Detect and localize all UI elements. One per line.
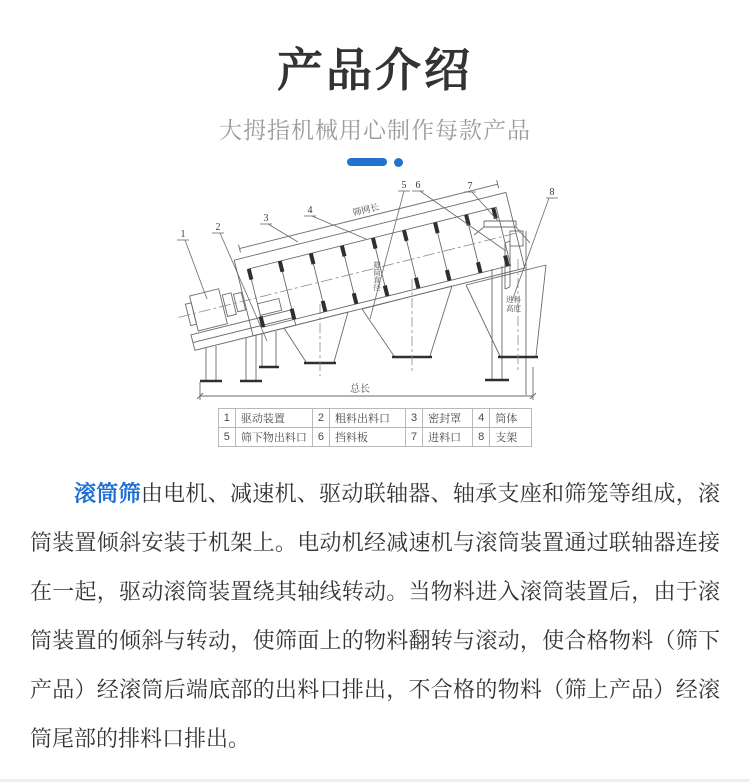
- part-num: 7: [406, 427, 423, 446]
- divider-dot-icon: [394, 158, 403, 167]
- drum-diameter-label: 筛筒直径: [372, 260, 382, 291]
- product-name-highlight: 滚筒筛: [74, 480, 141, 506]
- callout-1: 1: [180, 228, 186, 240]
- drum-axis-line: [178, 232, 520, 317]
- part-num: 1: [218, 408, 235, 427]
- part-num: 5: [218, 427, 235, 446]
- part-name: 筒体: [490, 408, 532, 427]
- page-title: 产品介绍: [277, 44, 473, 96]
- part-name: 进料口: [423, 427, 473, 446]
- screen-length-label: 筛网长: [351, 201, 381, 218]
- part-name: 密封罩: [423, 408, 473, 427]
- part-num: 4: [473, 408, 490, 427]
- part-name: 粗料出料口: [330, 408, 406, 427]
- part-name: 驱动装置: [235, 408, 312, 427]
- page-subtitle: 大拇指机械用心制作每款产品: [219, 116, 531, 143]
- title-divider: [0, 158, 750, 167]
- total-length-label: 总长: [350, 383, 370, 395]
- part-num: 8: [473, 427, 490, 446]
- callout-5: 5: [401, 179, 407, 191]
- callout-8: 8: [549, 186, 555, 198]
- product-description: [30, 469, 720, 763]
- callout-2: 2: [215, 221, 221, 233]
- drum-assembly: [163, 171, 529, 352]
- trommel-screen-diagram: [0, 171, 750, 406]
- part-name: 筛下物出料口: [235, 427, 312, 446]
- callout-6: 6: [415, 179, 421, 191]
- part-num: 2: [312, 408, 329, 427]
- page-header: [0, 0, 750, 167]
- feed-height-label-line1: 进料: [506, 294, 521, 304]
- parts-table-row: [218, 408, 532, 427]
- part-num: 3: [406, 408, 423, 427]
- part-num: 6: [312, 427, 329, 446]
- parts-table-row: [218, 427, 532, 446]
- parts-table: [218, 408, 533, 447]
- callout-7: 7: [467, 180, 473, 192]
- callout-3: 3: [263, 212, 269, 224]
- diagram-feet-outlets: [200, 357, 538, 381]
- diagram-structure: [197, 221, 546, 400]
- feed-height-label-line2: 高度: [506, 303, 521, 313]
- description-text: 由电机、减速机、驱动联轴器、轴承支座和筛笼等组成，滚筒装置倾斜安装于机架上。电动机经减速机与滚筒装置通过联轴器连接在一起，驱动滚筒装置绕其轴线转动。当物料进入滚筒装置后，由于滚筒装置的倾斜与转动，使筛面上的物料翻转与滚动，使合格物料（筛下产品）经滚筒后端底部的出料口排出，不合格的物料（筛上产品）经滚筒尾部的排料口排出。: [30, 480, 720, 751]
- callout-4: 4: [307, 204, 313, 216]
- part-name: 挡料板: [330, 427, 406, 446]
- part-name: 支架: [490, 427, 532, 446]
- divider-bar-icon: [347, 158, 387, 166]
